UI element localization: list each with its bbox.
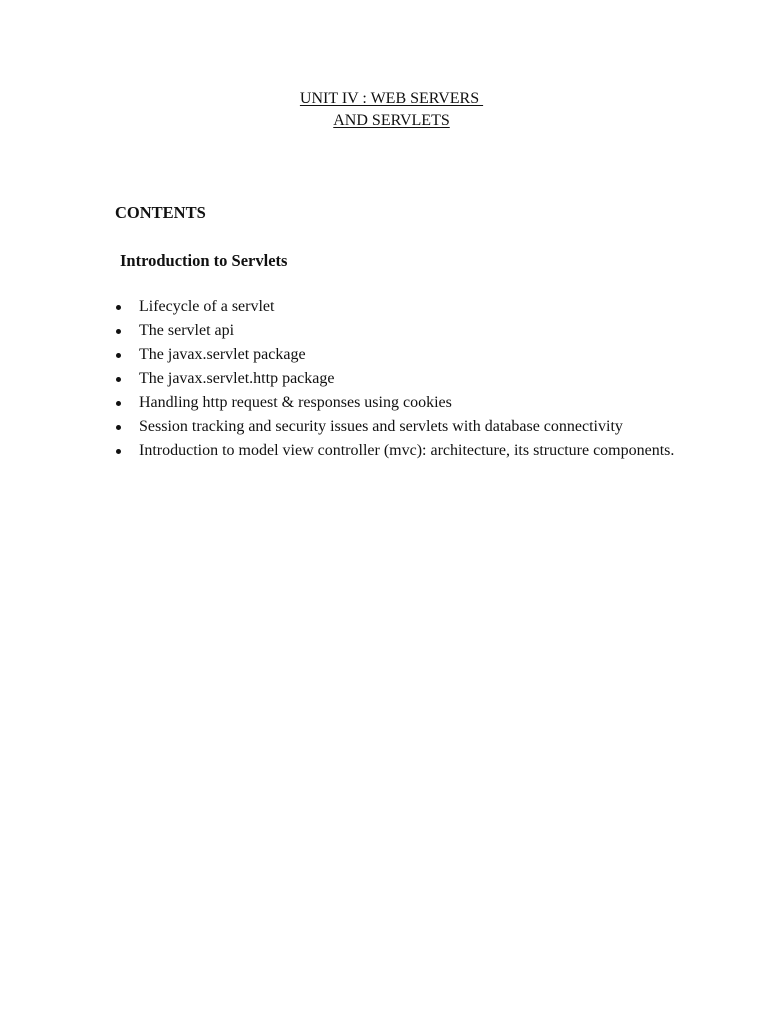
bullet-icon <box>116 377 121 382</box>
bullet-text: The javax.servlet.http package <box>139 370 335 387</box>
bullet-item <box>116 392 676 415</box>
section-heading: Introduction to Servlets <box>120 251 288 270</box>
unit-title-line-1: UNIT IV : WEB SERVERS <box>299 90 484 107</box>
bullet-item <box>116 440 676 463</box>
bullet-text: The servlet api <box>139 322 235 339</box>
bullet-text: The javax.servlet package <box>139 346 306 363</box>
unit-title <box>0 88 768 132</box>
bullet-icon <box>116 329 121 334</box>
bullet-item <box>116 320 676 343</box>
contents-heading: CONTENTS <box>115 203 206 222</box>
bullet-text: Introduction to model view controller (mvc): architecture, its structure components. <box>139 442 675 459</box>
bullet-icon <box>116 425 121 430</box>
unit-title-line-2: AND SERVLETS <box>333 112 450 129</box>
bullet-icon <box>116 305 121 310</box>
bullet-text: Session tracking and security issues and servlets with database connectivity <box>139 418 623 435</box>
bullet-icon <box>116 449 121 454</box>
bullet-icon <box>116 401 121 406</box>
bullet-text: Lifecycle of a servlet <box>139 298 275 315</box>
bullet-item <box>116 296 676 319</box>
bullet-item <box>116 344 676 367</box>
bullet-icon <box>116 353 121 358</box>
bullet-item <box>116 416 676 439</box>
bullet-text: Handling http request & responses using cookies <box>139 394 452 411</box>
bullet-item <box>116 368 676 391</box>
contents-bullet-list <box>116 296 676 464</box>
